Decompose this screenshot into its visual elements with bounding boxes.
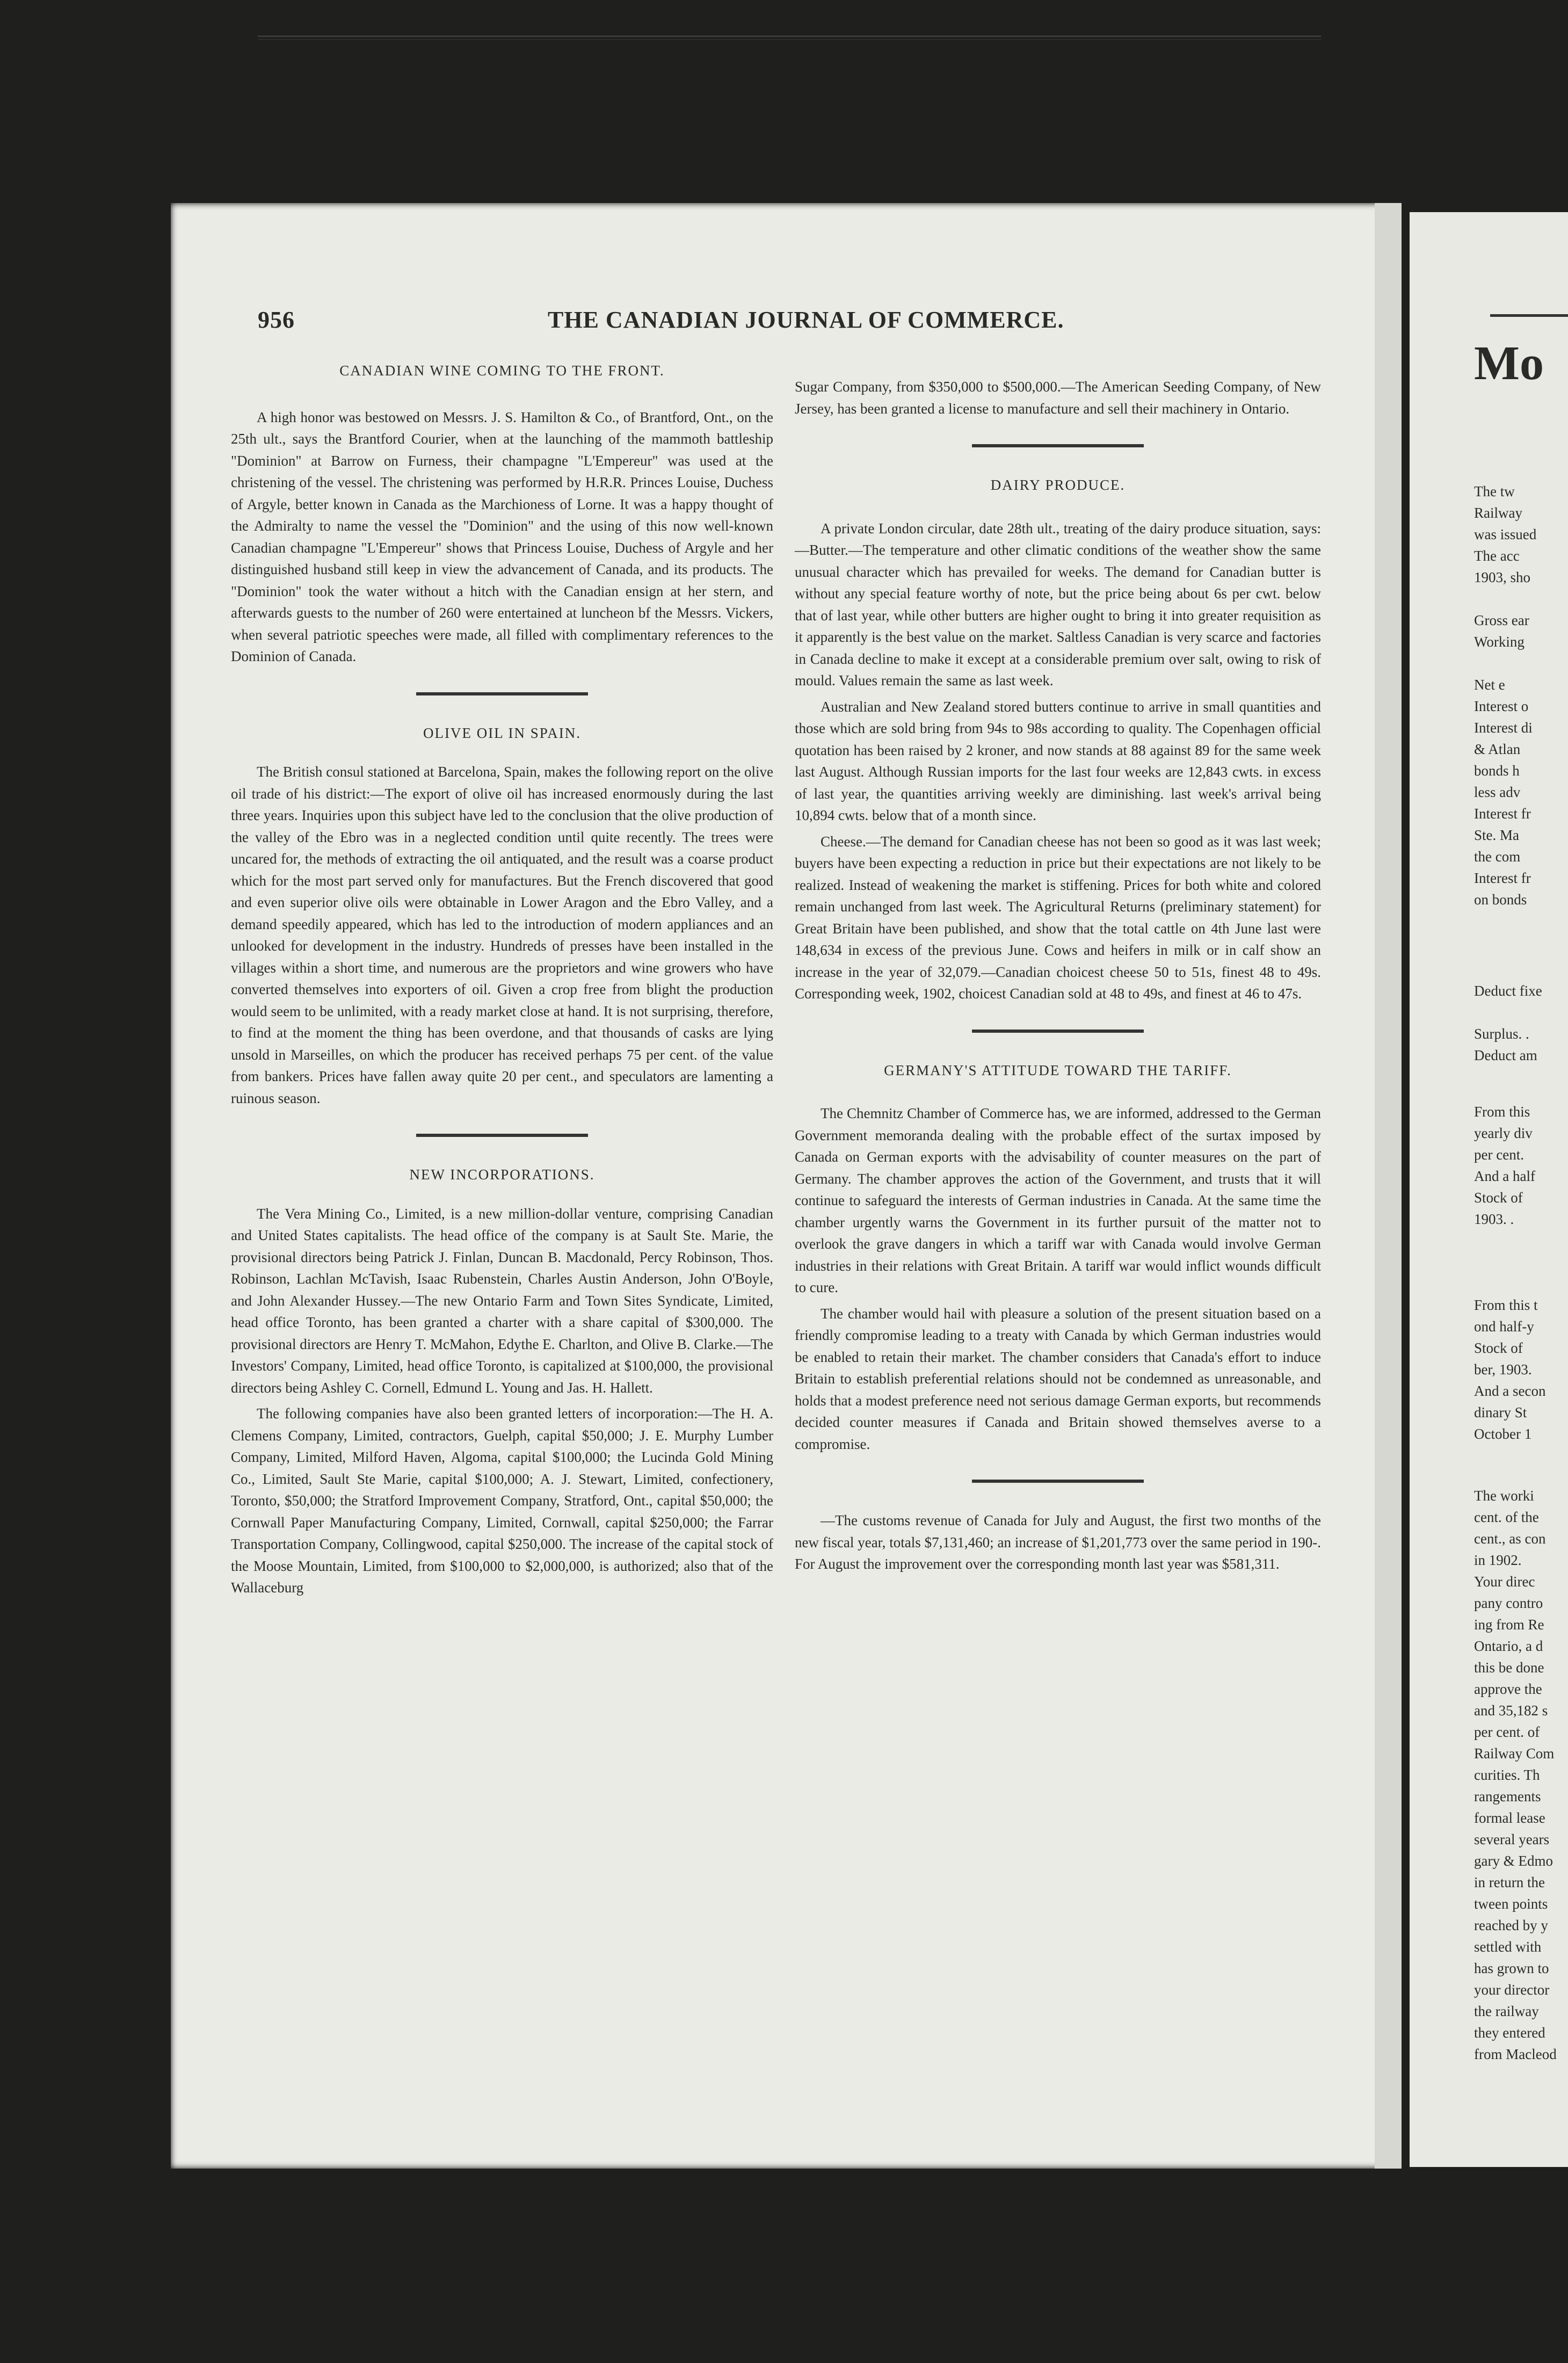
wine-heading: CANADIAN WINE COMING TO THE FRONT. — [339, 363, 665, 379]
adjacent-page-line: yearly div — [1474, 1125, 1533, 1141]
adjacent-page-line: Interest fr — [1474, 870, 1531, 886]
adjacent-page-title: Mo — [1474, 337, 1544, 390]
adjacent-page-line: Stock of — [1474, 1340, 1523, 1356]
adjacent-page-line: has grown to — [1474, 1960, 1549, 1976]
sugar-article: Sugar Company, from $350,000 to $500,000.—The American Seeding Company, of New Jersey, has been granted a license to manufacture and sell their machinery in Ontario. — [795, 379, 1321, 417]
adjacent-page-line: they entered — [1474, 2025, 1545, 2041]
adjacent-page-line: 1903, sho — [1474, 569, 1531, 585]
adjacent-page-line: Deduct fixe — [1474, 983, 1542, 999]
adjacent-page-line: Ontario, a d — [1474, 1638, 1543, 1654]
incorporations-heading: NEW INCORPORATIONS. — [409, 1166, 595, 1183]
dairy-article-3: Cheese.—The demand for Canadian cheese has not been so good as it was last week; buyers have been expecting a reduction in price but their expectations are not likely to be realized. Instead of weakening the market is stiffening. Prices for both white and colored remain unchanged from last week. The Agricultural Returns (preliminary statement) for Great Britain have been published, and show that the total cattle on 4th June last were 148,634 in excess of the previous June. Cows and heifers in milk or in calf show an increase in the year of 32,079.—Canadian choicest cheese 50 to 51s, finest 48 to 49s. Corresponding week, 1902, choicest Canadian sold at 48 to 49s, and finest at 46 to 47s. — [795, 833, 1321, 1002]
adjacent-page-line: formal lease — [1474, 1810, 1545, 1826]
adjacent-page-line: Your direc — [1474, 1574, 1535, 1590]
adjacent-page-line: bonds h — [1474, 763, 1520, 779]
header-rule — [258, 35, 1321, 40]
wine-article: A high honor was bestowed on Messrs. J. S. Hamilton & Co., of Brantford, Ont., on the 25th ult., says the Brantford Courier, when at the launching of the mammoth battleship "Dominion" at Barrow on Furness, their champagne "L'Empereur" was used at the christening of the vessel. The christening was performed by H.R.R. Princes Louise, Duchess of Argyle, better known in Canada as the Marchioness of Lorne. It was a happy thought of the Admiralty to name the vessel the "Dominion" and the using of this now well-known Canadian champagne "L'Empereur" shows that Princess Louise, Duchess of Argyle and her distinguished husband still keep in view the advancement of Canada, and its products. The "Dominion" took the water without a hitch with the Canadian ensign at her stern, and afterwards guests to the number of 260 were entertained at luncheon bf the Messrs. Vickers, when several patriotic speeches were made, all filled with complimentary references to the Dominion of Canada. — [231, 409, 773, 664]
adjacent-page-line: tween points — [1474, 1896, 1548, 1912]
adjacent-page-line: Gross ear — [1474, 612, 1529, 628]
right-column — [795, 376, 1321, 1579]
adjacent-page-line: Surplus. . — [1474, 1026, 1529, 1042]
customs-article: —The customs revenue of Canada for July and August, the first two months of the new fiscal year, totals $7,131,460; an increase of $1,201,773 over the same period in 190-. For August the improvement over the corresponding month last year was $581,311. — [795, 1512, 1321, 1572]
adjacent-page-line: Interest o — [1474, 698, 1529, 714]
adjacent-page-line: And a secon — [1474, 1383, 1546, 1399]
adjacent-page-line: Ste. Ma — [1474, 827, 1519, 843]
adjacent-page-line: Interest fr — [1474, 806, 1531, 822]
adjacent-page-line: Working — [1474, 634, 1525, 650]
adjacent-page-line: Stock of — [1474, 1190, 1523, 1206]
adjacent-page-line: per cent. of — [1474, 1724, 1540, 1740]
adjacent-page-line: settled with — [1474, 1939, 1542, 1955]
adjacent-page-line: cent., as con — [1474, 1531, 1546, 1547]
section-divider — [972, 1480, 1144, 1483]
germany-article-1: The Chemnitz Chamber of Commerce has, we are informed, addressed to the German Government memoranda dealing with the probable effect of the surtax imposed by Canada on German exports with the advisability of counter measures on the part of Germany. The chamber approves the action of the Government, and trusts that it will continue to safeguard the interests of German industries in Canada. At the same time the chamber urgently warns the Government in its further pursuit of the matter not to overlook the grave dangers in which a tariff war with Canada would involve German industries in their relations with Great Britain. A tariff war would inflict wounds difficult to cure. — [795, 1105, 1321, 1295]
adjacent-page-line: from Macleod — [1474, 2046, 1557, 2062]
adjacent-page-line: the com — [1474, 849, 1521, 865]
adjacent-page-line: 1903. . — [1474, 1211, 1514, 1227]
dairy-article-2: Australian and New Zealand stored butters continue to arrive in small quantities and those which are sold bring from 94s to 98s according to quality. The Copenhagen official quotation has been raised by 2 kroner, and now stands at 88 against 89 for the same week last August. Although Russian imports for the last four weeks are 12,843 cwts. in excess of last year, the quantities arriving weekly are diminishing. last week's arrival being 10,894 cwts. below that of a month since. — [795, 698, 1321, 823]
incorporations-article-2: The following companies have also been granted letters of incorporation:—The H. A. Clemens Company, Limited, contractors, Guelph, capital $50,000; J. E. Murphy Lumber Company, Limited, Milford Haven, Algoma, capital $100,000; the Lucinda Gold Mining Co., Limited, Sault Ste Marie, capital $100,000; A. J. Stewart, Limited, confectionery, Toronto, $50,000; the Stratford Improvement Company, Stratford, Ont., capital $50,000; the Cornwall Paper Manufacturing Company, Limited, Cornwall, capital $250,000; the Farrar Transportation Company, Collingwood, capital $250,000. The increase of the capital stock of the Moose Mountain, Limited, from $100,000 to $2,000,000, is authorized; also that of the Wallaceburg — [231, 1405, 773, 1596]
adjacent-page-line: The tw — [1474, 483, 1515, 499]
adjacent-page-line: Net e — [1474, 677, 1505, 693]
adjacent-page-line: & Atlan — [1474, 741, 1521, 757]
adjacent-page-line: was issued — [1474, 526, 1537, 542]
left-column — [231, 360, 773, 1603]
germany-heading: GERMANY'S ATTITUDE TOWARD THE TARIFF. — [884, 1062, 1232, 1078]
adjacent-page-line: in 1902. — [1474, 1552, 1522, 1568]
dairy-heading: DAIRY PRODUCE. — [990, 477, 1126, 493]
adjacent-page-line: The worki — [1474, 1488, 1534, 1504]
page-gutter — [1375, 203, 1402, 2169]
adjacent-page-line: on bonds — [1474, 891, 1527, 908]
adjacent-page-line: The acc — [1474, 548, 1520, 564]
adjacent-page-rule — [1490, 314, 1568, 317]
adjacent-page-line: ond half-y — [1474, 1318, 1534, 1335]
adjacent-page-line: reached by y — [1474, 1917, 1548, 1933]
adjacent-page-line: Deduct am — [1474, 1047, 1537, 1063]
germany-article-2: The chamber would hail with pleasure a solution of the present situation based on a friendly compromise leading to a treaty with Canada by which German industries would be enabled to retain their market. The chamber considers that Canada's effort to induce Britain to establish preferential relations should not be condemned as unreasonable, and holds that a modest preference need not serious damage German exports, but recommends decided counter measures if Canada and Britain showed themselves averse to a compromise. — [795, 1305, 1321, 1452]
section-divider — [972, 444, 1144, 447]
adjacent-page-line: less adv — [1474, 784, 1521, 800]
adjacent-page-line: From this t — [1474, 1297, 1538, 1313]
adjacent-page-line: per cent. — [1474, 1147, 1524, 1163]
section-divider — [972, 1030, 1144, 1033]
section-divider — [416, 1134, 588, 1137]
adjacent-page-line: Interest di — [1474, 720, 1533, 736]
section-divider — [416, 692, 588, 695]
adjacent-page-line: dinary St — [1474, 1404, 1527, 1420]
adjacent-page-line: curities. Th — [1474, 1767, 1540, 1783]
adjacent-page-line: October 1 — [1474, 1426, 1532, 1442]
adjacent-page-line: pany contro — [1474, 1595, 1543, 1611]
adjacent-page-line: approve the — [1474, 1681, 1542, 1697]
adjacent-page-line: in return the — [1474, 1874, 1545, 1890]
adjacent-page-line: this be done — [1474, 1659, 1544, 1676]
page-header — [258, 306, 1321, 338]
incorporations-article-1: The Vera Mining Co., Limited, is a new million-dollar venture, comprising Canadian and United States capitalists. The head office of the company is at Sault Ste. Marie, the provisional directors being Patrick J. Finlan, Duncan B. Macdonald, Percy Robinson, Thos. Robinson, Lachlan McTavish, Isaac Rubenstein, Charles Austin Anderson, John O'Boyle, and John Alexander Hussey.—The new Ontario Farm and Town Sites Syndicate, Limited, head office Toronto, has been granted a charter with a share capital of $300,000. The provisional directors are Henry T. McMahon, Edythe E. Charlton, and Olive B. Clarke.—The Investors' Company, Limited, head office Toronto, is capitalized at $100,000, the provisional directors being Ashley C. Cornell, Edmund L. Young and Jas. H. Hallett. — [231, 1205, 773, 1396]
adjacent-page-line: and 35,182 s — [1474, 1702, 1548, 1719]
dairy-article-1: A private London circular, date 28th ult., treating of the dairy produce situation, says:—Butter.—The temperature and other climatic conditions of the weather show the same unusual character which has prevailed for weeks. The demand for Canadian butter is without any special feature worthy of note, but the price being about 6s per cwt. below that of last year, while other butters are higher ought to bring it into greater requisition as it apparently is the best value on the market. Saltless Canadian is very scarce and factories in Canada decline to make it except at a considerable premium over salt, owing to risk of mould. Values remain the same as last week. — [795, 520, 1321, 688]
adjacent-page-line: Railway Com — [1474, 1745, 1555, 1762]
adjacent-page-line: the railway — [1474, 2003, 1539, 2019]
page-number: 956 — [258, 307, 295, 333]
journal-title: THE CANADIAN JOURNAL OF COMMERCE. — [548, 307, 1064, 333]
adjacent-page-line: several years — [1474, 1831, 1550, 1847]
adjacent-page-line: cent. of the — [1474, 1509, 1539, 1525]
adjacent-page-line: From this — [1474, 1104, 1530, 1120]
olive-article: The British consul stationed at Barcelona, Spain, makes the following report on the olive oil trade of his district:—The export of olive oil has increased enormously during the last three years. Inquiries upon this subject have led to the conclusion that the olive production of the valley of the Ebro was in a neglected condition until quite recently. The trees were uncared for, the methods of extracting the oil antiquated, and the result was a coarse product which for the most part served only for manufactures. But the French discovered that good and even superior olive oils were obtainable in Lower Aragon and the Ebro Valley, and a demand speedily appeared, which has led to the introduction of modern appliances and an unlooked for development in the industry. Hundreds of presses have been installed in the villages within a short time, and numerous are the proprietors and wine growers who have converted themselves into exporters of oil. Given a crop free from blight the production would seem to be unlimited, with a ready market close at hand. It is not surprising, therefore, to find at the moment the thing has been overdone, and that thousands of casks are lying unsold in Marseilles, on which the producer has received perhaps 75 per cent. of the value from bankers. Prices have fallen away quite 20 per cent., and speculators are lamenting a ruinous season. — [231, 764, 773, 1106]
adjacent-page-line: ber, 1903. — [1474, 1361, 1532, 1378]
olive-heading: OLIVE OIL IN SPAIN. — [423, 724, 581, 741]
adjacent-page-line: And a half — [1474, 1168, 1535, 1184]
adjacent-page-line: Railway — [1474, 505, 1522, 521]
adjacent-page-line: ing from Re — [1474, 1617, 1544, 1633]
adjacent-page-line: rangements — [1474, 1788, 1541, 1804]
adjacent-page-line: your director — [1474, 1982, 1550, 1998]
adjacent-page-line: gary & Edmo — [1474, 1853, 1553, 1869]
adjacent-page-fragment — [1410, 212, 1568, 2167]
